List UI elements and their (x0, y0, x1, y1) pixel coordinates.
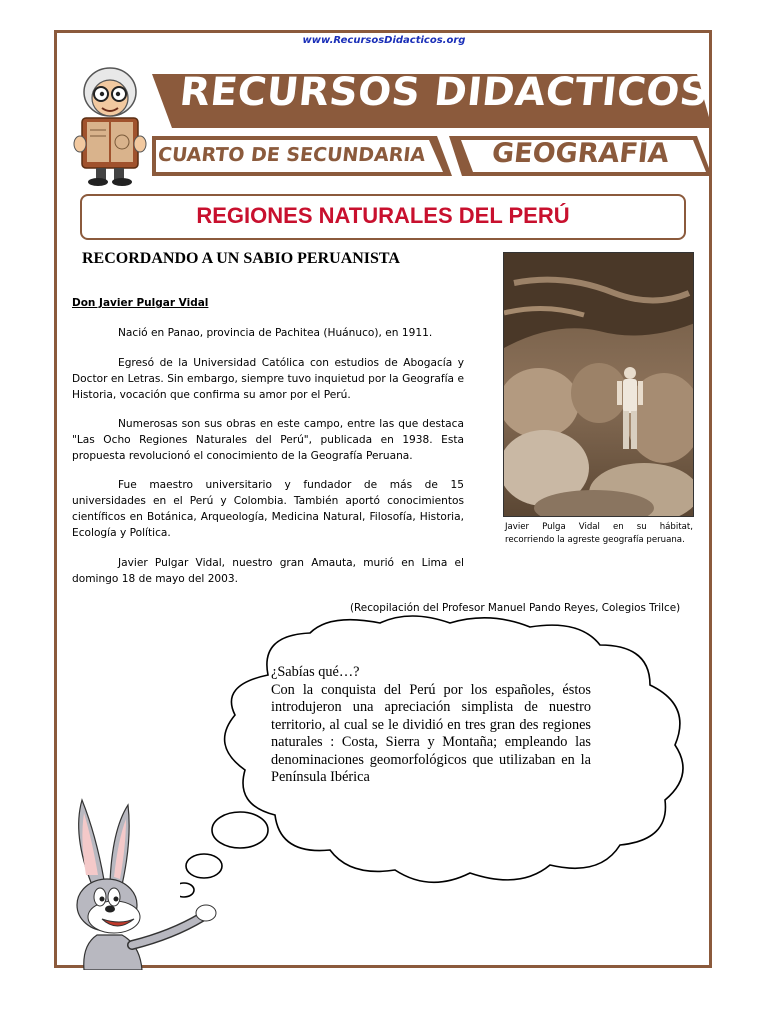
did-you-know-body: Con la conquista del Perú por los españoles, éstos introdujeron una apreciación simplista de nuestro territorio, al cual se le dividió en tres gran des regiones naturales : Costa, Sierra y Montaña; empleando las denominaciones geomorfológicos que utilizaban en la Península Ibérica (271, 681, 591, 785)
page-title: REGIONES NATURALES DEL PERÚ (80, 194, 686, 240)
grade-label: CUARTO DE SECUNDARIA (156, 144, 427, 166)
brand-title: RECURSOS DIDÁCTICOS (177, 70, 711, 115)
rabbit-mascot-icon (62, 795, 222, 970)
portrait-photo (503, 252, 694, 517)
paragraph-2: Egresó de la Universidad Católica con estudios de Abogacía y Doctor en Letras. Sin embargo, siempre tuvo inquietud por la Geografía e Historia, vocación que confirma su amor por el Perú. (72, 357, 464, 401)
credit-line: (Recopilación del Profesor Manuel Pando Reyes, Colegios Trilce) (350, 602, 681, 614)
paragraph-5: Javier Pulgar Vidal, nuestro gran Amauta, murió en Lima el domingo 18 de mayo del 2003. (72, 557, 464, 585)
professor-mascot-icon (60, 62, 160, 187)
did-you-know-heading: ¿Sabías qué…? (271, 664, 360, 680)
paragraph-3: Numerosas son sus obras en este campo, entre las que destaca "Las Ocho Regiones Naturales del Perú", publicada en 1938. Esta propuesta revolucionó el conocimiento de la Geografía Peruana. (72, 418, 464, 462)
site-url[interactable]: www.RecursosDidacticos.org (302, 35, 466, 46)
section-title: RECORDANDO A UN SABIO PERUANISTA (82, 250, 400, 267)
did-you-know-text (271, 664, 591, 787)
photo-caption: Javier Pulga Vidal en su hábitat, recorriendo la agreste geografía peruana. (505, 522, 693, 545)
author-name: Don Javier Pulgar Vidal (72, 297, 209, 309)
paragraph-1: Nació en Panao, provincia de Pachitea (Huánuco), en 1911. (118, 327, 433, 339)
subject-label: GEOGRAFÍA (490, 138, 671, 169)
paragraph-4: Fue maestro universitario y fundador de más de 15 universidades en el Perú y Colombia. También aportó conocimientos científicos en Botánica, Arqueología, Medicina Natural, Filosofía, Historia, Ecología y Política. (72, 479, 464, 539)
